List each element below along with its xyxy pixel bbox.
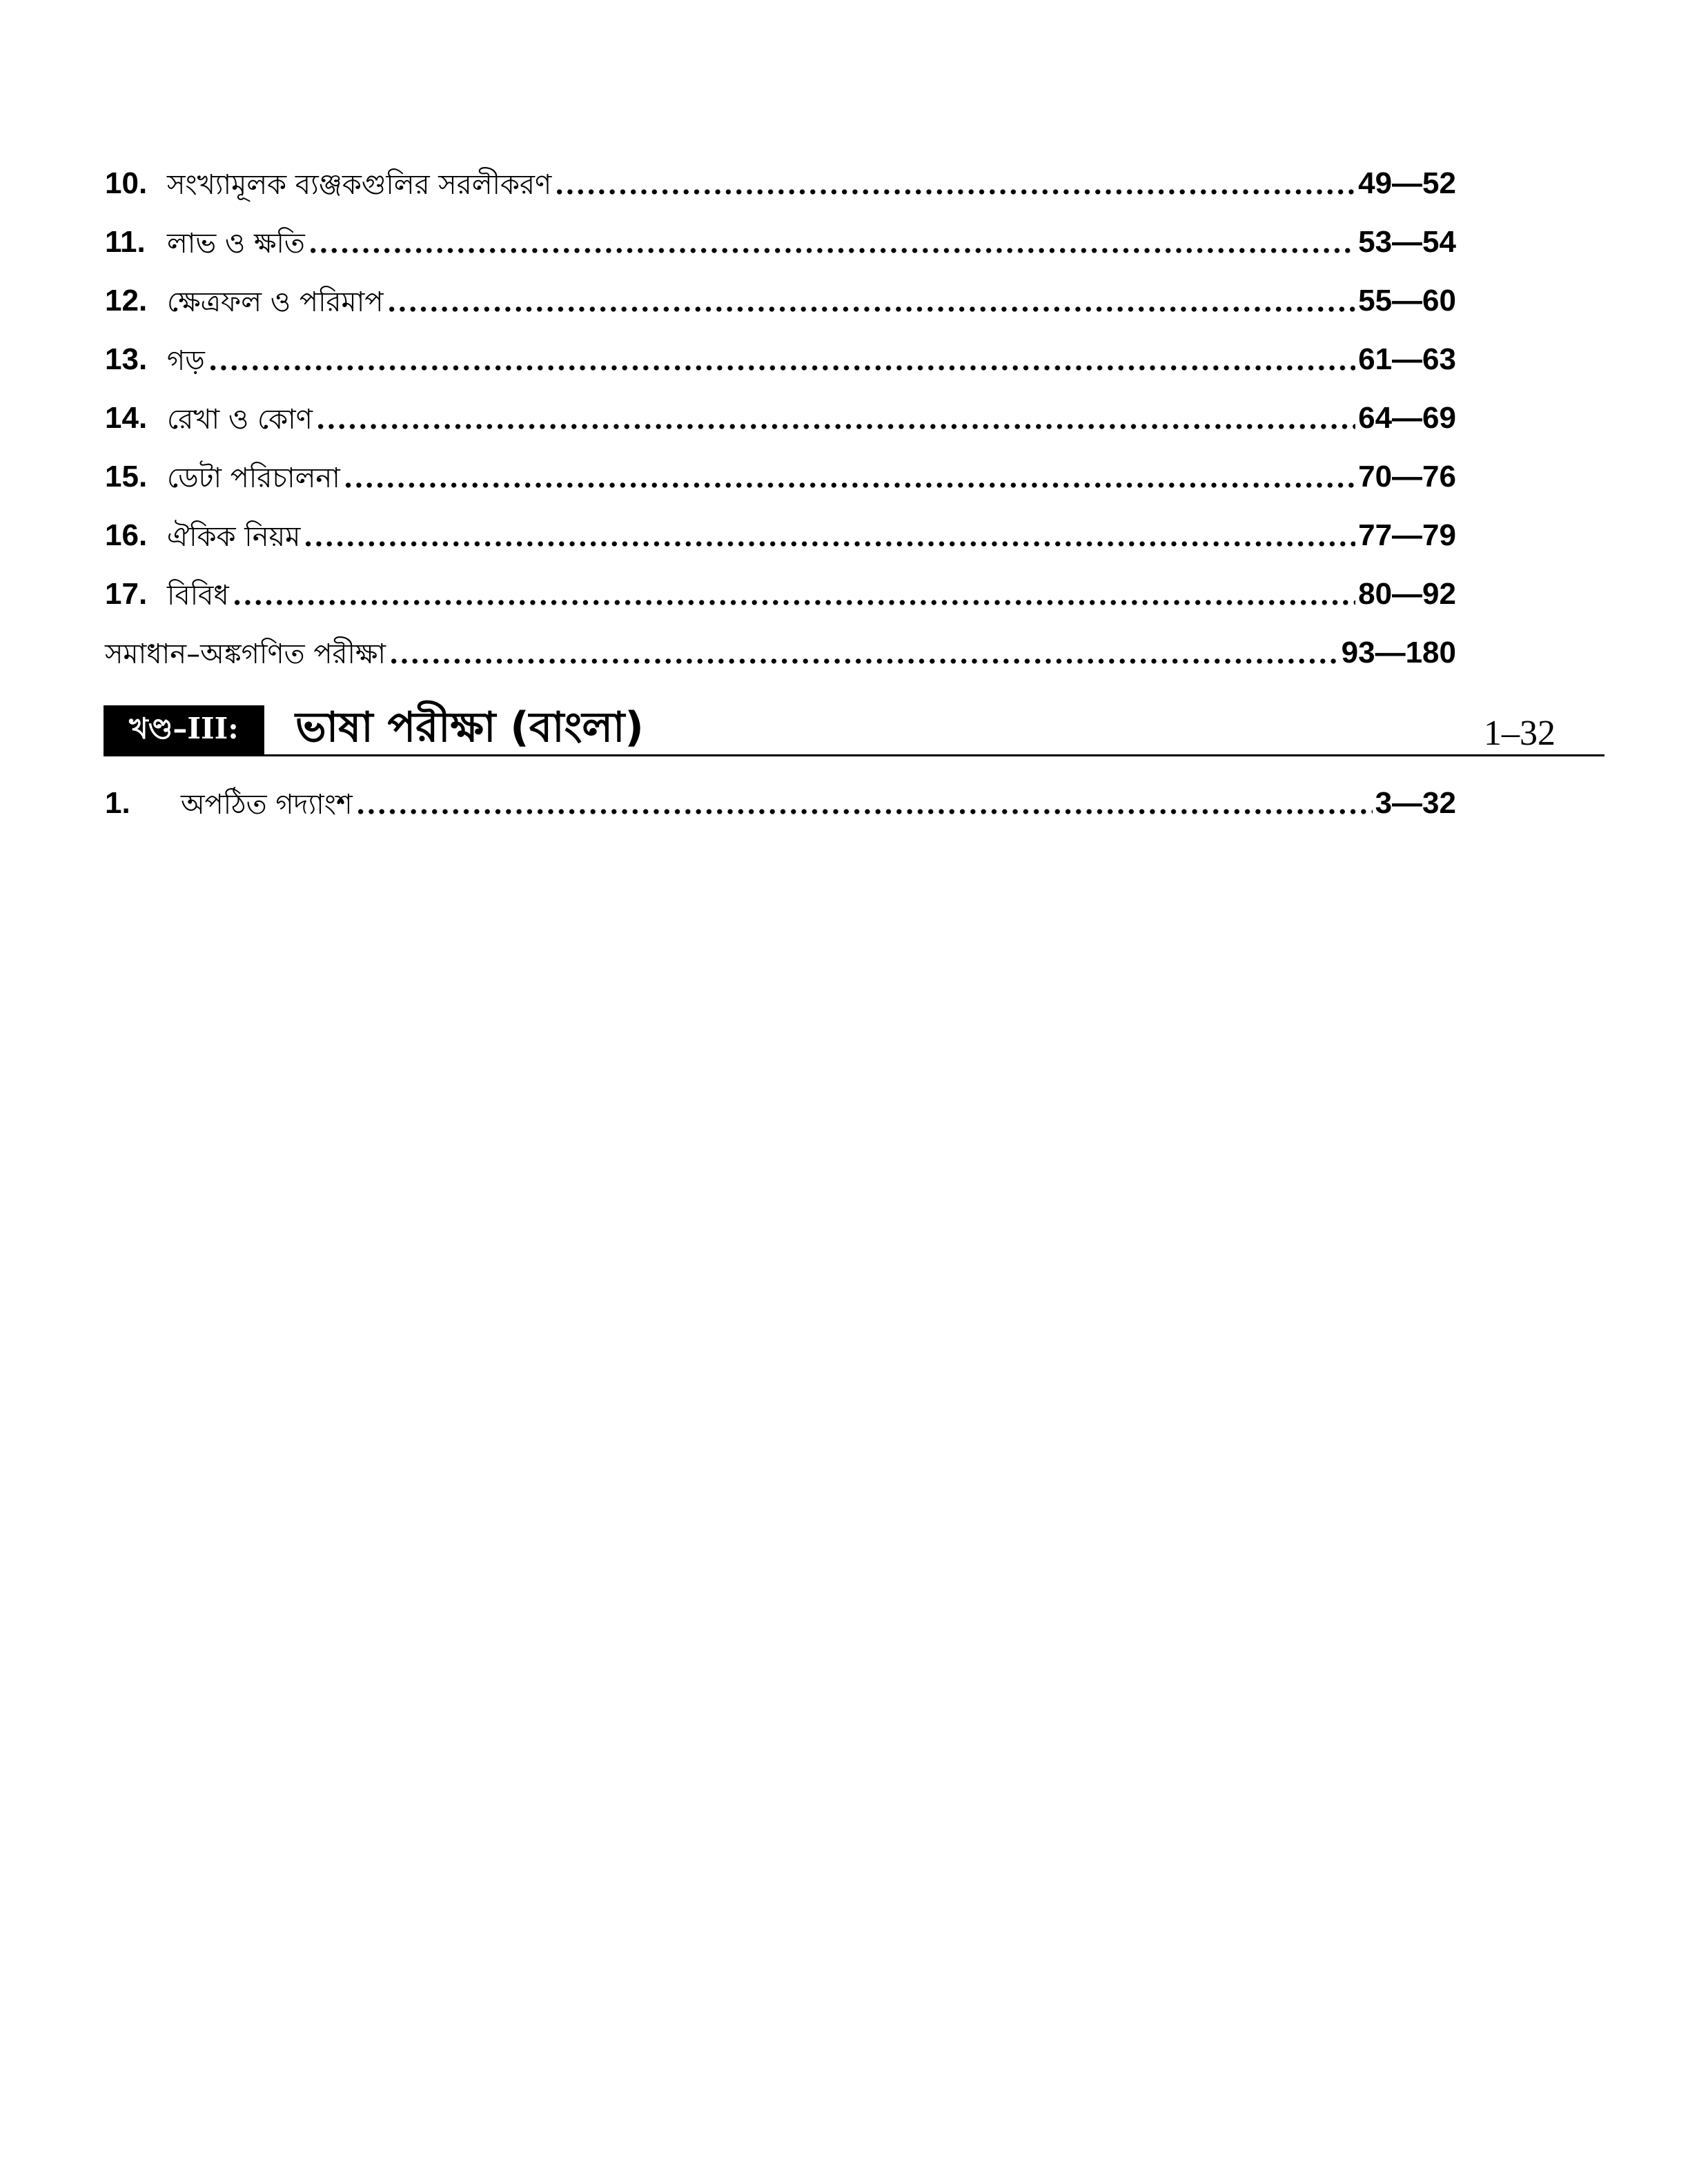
dot-leader [315, 418, 1355, 431]
entry-pages: 49—52 [1358, 166, 1456, 200]
entry-title: ক্ষেত্রফল ও পরিমাপ [167, 286, 384, 318]
dot-leader [386, 300, 1356, 314]
entry-pages: 64—69 [1358, 401, 1456, 435]
entry-number: 14. [105, 401, 148, 435]
entry-title: লাভ ও ক্ষতি [167, 228, 305, 259]
section-header [104, 705, 1604, 756]
section-badge: খণ্ড–III: [104, 705, 264, 755]
entry-title: বিবিধ [167, 580, 229, 611]
entry-number: 1. [105, 786, 130, 820]
entry-pages: 3—32 [1375, 786, 1456, 820]
entry-pages: 61—63 [1358, 342, 1456, 376]
entry-number: 13. [105, 342, 148, 376]
dot-leader [308, 242, 1355, 255]
dot-leader [208, 359, 1355, 373]
entry-title: রেখা ও কোণ [167, 404, 313, 435]
entry-pages: 55—60 [1358, 284, 1456, 317]
entry-title: অপঠিত গদ্যাংশ [181, 789, 353, 821]
entry-number: 16. [105, 518, 148, 552]
solutions-title: সমাধান–অঙ্কগণিত পরীক্ষা [105, 638, 386, 670]
entry-number: 15. [105, 460, 148, 493]
section-title: ভাষা পরীক্ষা (বাংলা) [295, 703, 644, 752]
entry-title: ডেটা পরিচালনা [167, 462, 340, 494]
entry-pages: 77—79 [1358, 518, 1456, 552]
toc-entry[interactable] [105, 381, 1456, 436]
entry-number: 10. [105, 166, 148, 200]
entry-number: 11. [105, 225, 146, 259]
dot-leader [355, 803, 1373, 816]
entry-title: সংখ্যামূলক ব্যঞ্জকগুলির সরলীকরণ [167, 169, 552, 201]
dot-leader [389, 652, 1339, 666]
toc-entry[interactable] [105, 205, 1456, 260]
toc-entry[interactable] [105, 146, 1456, 202]
toc-entry[interactable] [105, 322, 1456, 378]
dot-leader [232, 594, 1355, 607]
entry-pages: 70—76 [1358, 460, 1456, 493]
toc-entry[interactable] [105, 498, 1456, 554]
dot-leader [343, 476, 1355, 490]
toc-entry[interactable] [105, 264, 1456, 319]
entry-pages: 80—92 [1358, 577, 1456, 611]
dot-leader [303, 535, 1355, 549]
dot-leader [554, 183, 1355, 197]
entry-pages: 53—54 [1358, 225, 1456, 259]
entry-number: 12. [105, 284, 148, 317]
solutions-pages: 93—180 [1341, 636, 1456, 669]
entry-title: গড় [167, 345, 205, 377]
toc-entry[interactable] [105, 766, 1456, 821]
section-pages: 1–32 [1484, 713, 1555, 753]
entry-number: 17. [105, 577, 148, 611]
toc-solutions-entry[interactable] [105, 616, 1456, 671]
toc-entry[interactable] [105, 557, 1456, 612]
toc-entry[interactable] [105, 440, 1456, 495]
entry-title: ঐকিক নিয়ম [167, 521, 301, 553]
